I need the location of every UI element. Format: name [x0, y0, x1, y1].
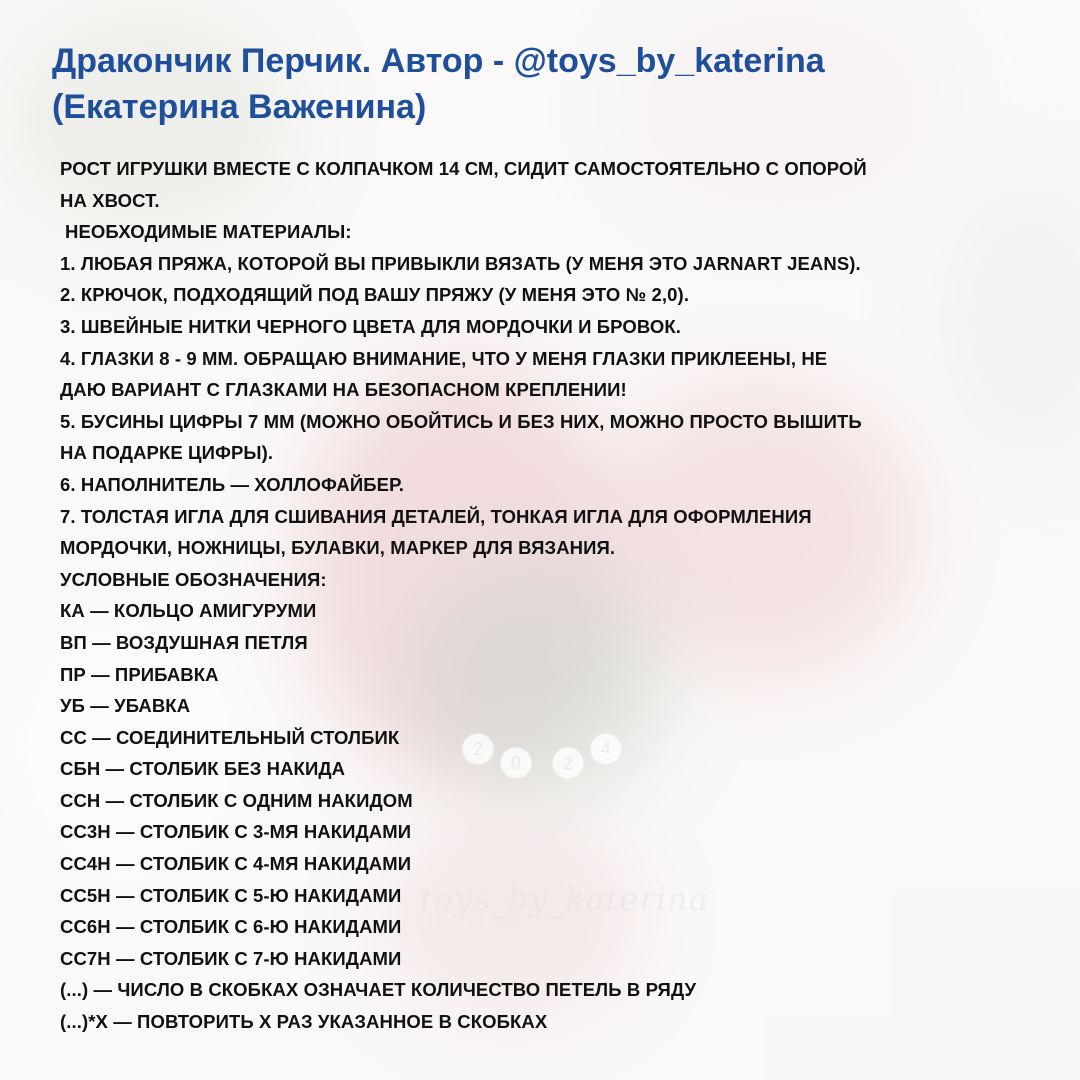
abbreviation-item: СС7Н — СТОЛБИК С 7-Ю НАКИДАМИ	[60, 947, 402, 969]
abbreviation-item: ВП — ВОЗДУШНАЯ ПЕТЛЯ	[60, 631, 308, 653]
abbreviation-item: СС3Н — СТОЛБИК С 3-МЯ НАКИДАМИ	[60, 821, 412, 843]
material-item: 2. КРЮЧОК, ПОДХОДЯЩИЙ ПОД ВАШУ ПРЯЖУ (У МЕНЯ ЭТО № 2,0).	[60, 284, 690, 306]
material-item: 6. НАПОЛНИТЕЛЬ — ХОЛЛОФАЙБЕР.	[60, 473, 404, 495]
material-item: 3. ШВЕЙНЫЕ НИТКИ ЧЕРНОГО ЦВЕТА ДЛЯ МОРДОЧКИ И БРОВОК.	[60, 315, 681, 337]
title-line: (Екатерина Важенина)	[52, 88, 427, 126]
abbreviation-item: (...)*Х — ПОВТОРИТЬ Х РАЗ УКАЗАННОЕ В СКОБКАХ	[60, 1011, 548, 1033]
abbreviation-item: ССН — СТОЛБИК С ОДНИМ НАКИДОМ	[60, 789, 413, 811]
material-item: НА ПОДАРКЕ ЦИФРЫ).	[60, 442, 274, 464]
material-item: 7. ТОЛСТАЯ ИГЛА ДЛЯ СШИВАНИЯ ДЕТАЛЕЙ, ТОНКАЯ ИГЛА ДЛЯ ОФОРМЛЕНИЯ	[60, 505, 812, 527]
pattern-text	[60, 153, 1060, 1038]
intro-line: НА ХВОСТ.	[60, 189, 160, 211]
abbreviations-heading: УСЛОВНЫЕ ОБОЗНАЧЕНИЯ:	[60, 568, 327, 590]
abbreviation-item: ПР — ПРИБАВКА	[60, 663, 219, 685]
abbreviation-item: УБ — УБАВКА	[60, 695, 191, 717]
abbreviation-item: СБН — СТОЛБИК БЕЗ НАКИДА	[60, 758, 346, 780]
material-item: ДАЮ ВАРИАНТ С ГЛАЗКАМИ НА БЕЗОПАСНОМ КРЕПЛЕНИИ!	[60, 379, 627, 401]
title-line: Дракончик Перчик. Автор - @toys_by_katerina	[52, 42, 825, 80]
page-title	[52, 38, 1052, 130]
abbreviation-item: СС4Н — СТОЛБИК С 4-МЯ НАКИДАМИ	[60, 853, 412, 875]
material-item: МОРДОЧКИ, НОЖНИЦЫ, БУЛАВКИ, МАРКЕР ДЛЯ ВЯЗАНИЯ.	[60, 537, 616, 559]
material-item: 1. ЛЮБАЯ ПРЯЖА, КОТОРОЙ ВЫ ПРИВЫКЛИ ВЯЗАТЬ (У МЕНЯ ЭТО JARNART JEANS).	[60, 252, 861, 274]
material-item: 4. ГЛАЗКИ 8 - 9 ММ. ОБРАЩАЮ ВНИМАНИЕ, ЧТО У МЕНЯ ГЛАЗКИ ПРИКЛЕЕНЫ, НЕ	[60, 347, 828, 369]
abbreviation-item: СС — СОЕДИНИТЕЛЬНЫЙ СТОЛБИК	[60, 726, 400, 748]
abbreviation-item: КА — КОЛЬЦО АМИГУРУМИ	[60, 600, 317, 622]
intro-line: РОСТ ИГРУШКИ ВМЕСТЕ С КОЛПАЧКОМ 14 СМ, СИДИТ САМОСТОЯТЕЛЬНО С ОПОРОЙ	[60, 158, 867, 179]
abbreviation-item: (...) — ЧИСЛО В СКОБКАХ ОЗНАЧАЕТ КОЛИЧЕСТВО ПЕТЕЛЬ В РЯДУ	[60, 979, 697, 1001]
materials-heading: НЕОБХОДИМЫЕ МАТЕРИАЛЫ:	[65, 221, 352, 243]
material-item: 5. БУСИНЫ ЦИФРЫ 7 ММ (МОЖНО ОБОЙТИСЬ И БЕЗ НИХ, МОЖНО ПРОСТО ВЫШИТЬ	[60, 410, 862, 432]
abbreviation-item: СС5Н — СТОЛБИК С 5-Ю НАКИДАМИ	[60, 884, 402, 906]
abbreviation-item: СС6Н — СТОЛБИК С 6-Ю НАКИДАМИ	[60, 916, 402, 938]
